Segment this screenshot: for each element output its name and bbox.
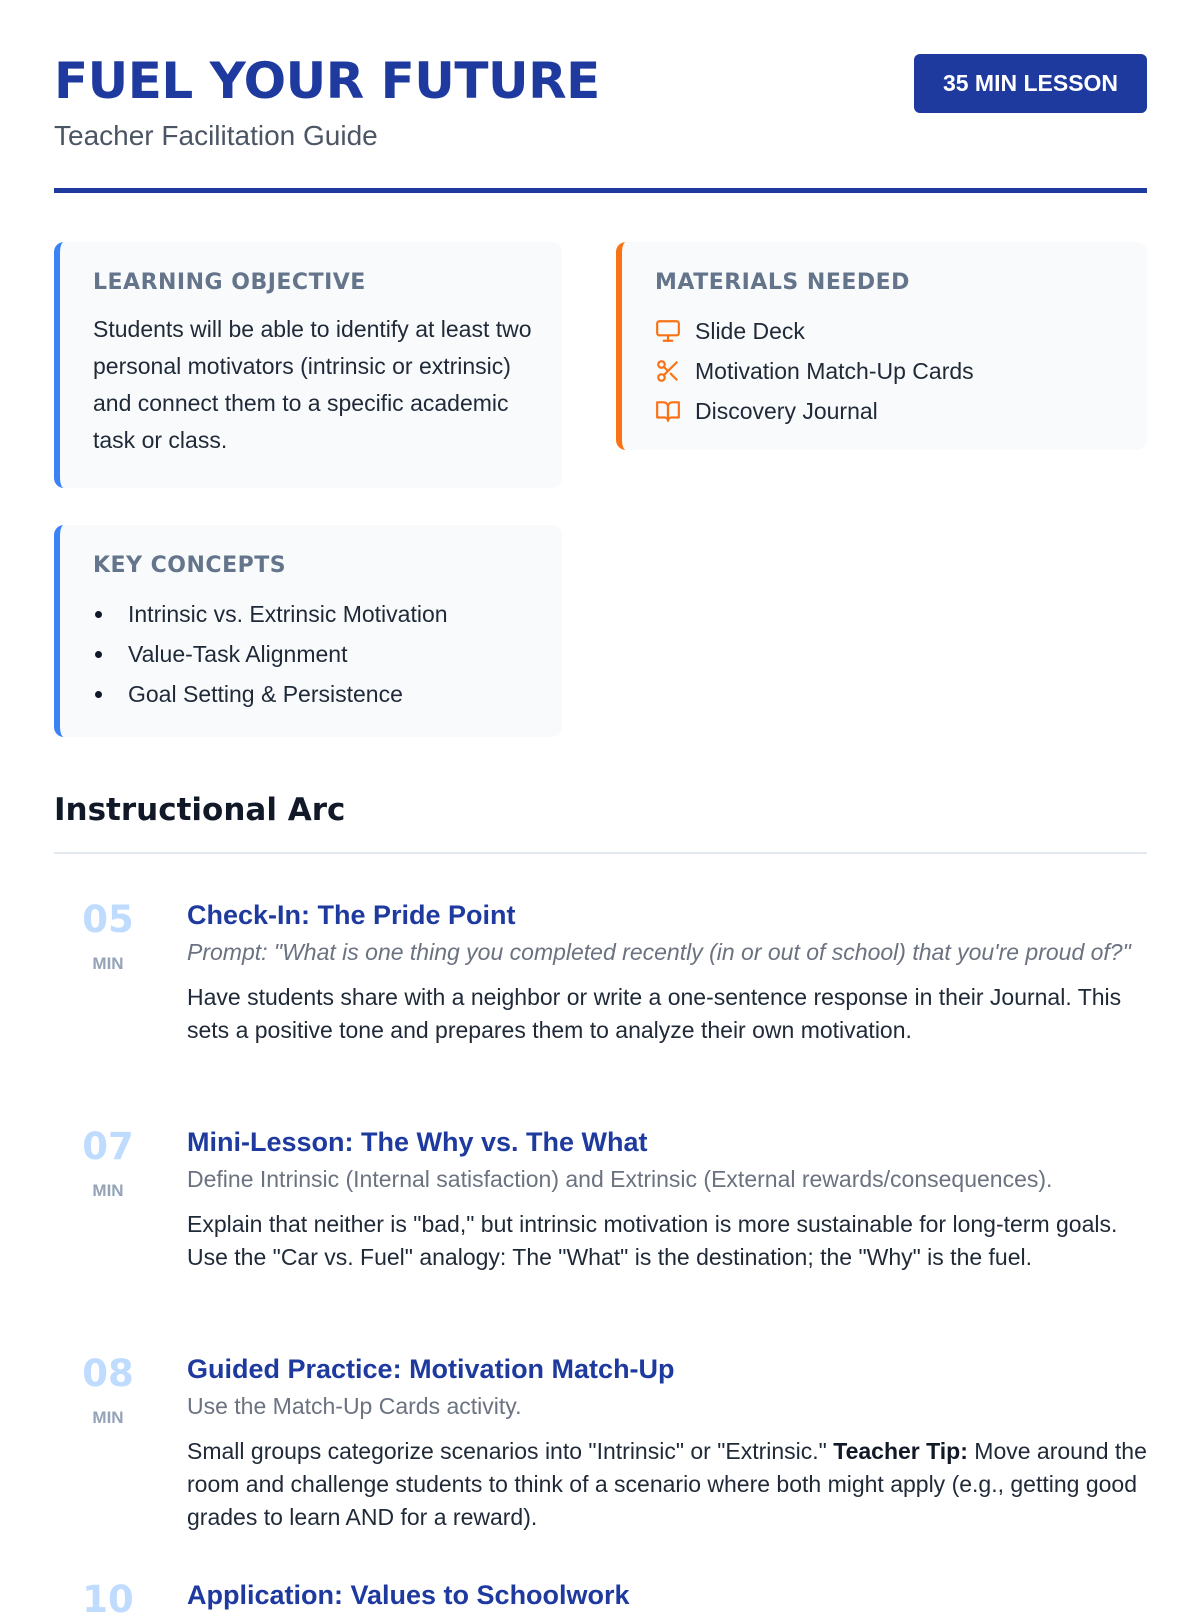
learning-objective-heading: LEARNING OBJECTIVE bbox=[93, 270, 366, 295]
material-label: Slide Deck bbox=[695, 317, 805, 344]
bullet-icon bbox=[95, 651, 102, 658]
bullet-icon bbox=[95, 611, 102, 618]
step-title: Check-In: The Pride Point bbox=[187, 900, 516, 930]
material-label: Motivation Match-Up Cards bbox=[695, 357, 974, 384]
step-title: Mini-Lesson: The Why vs. The What bbox=[187, 1127, 648, 1157]
step-unit: MIN bbox=[92, 1181, 124, 1200]
materials-list bbox=[655, 311, 1117, 431]
materials-heading: MATERIALS NEEDED bbox=[655, 270, 910, 295]
step-description-text: Move around the room and challenge students to think of a scenario where both might apply (e.g., getting good grades to learn AND for a reward). bbox=[187, 1438, 1147, 1530]
step-body bbox=[187, 1352, 1147, 1534]
concept-label: Intrinsic vs. Extrinsic Motivation bbox=[128, 600, 448, 627]
step-body bbox=[187, 1125, 1147, 1274]
step-title: Application: Values to Schoolwork bbox=[187, 1580, 630, 1610]
step-minutes: 10 bbox=[82, 1578, 134, 1621]
header-divider bbox=[54, 188, 1147, 193]
concept-item bbox=[93, 594, 532, 634]
scissors-icon bbox=[655, 358, 681, 384]
step-prompt: Use the Match-Up Cards activity. bbox=[187, 1393, 522, 1419]
material-item bbox=[655, 351, 1117, 391]
duration-badge: 35 MIN LESSON bbox=[914, 54, 1147, 113]
instructional-arc-heading: Instructional Arc bbox=[54, 792, 346, 828]
page-title: FUEL YOUR FUTURE bbox=[54, 52, 600, 110]
key-concepts-list bbox=[93, 594, 532, 714]
step-minutes: 08 bbox=[82, 1352, 134, 1395]
step-title: Guided Practice: Motivation Match-Up bbox=[187, 1354, 675, 1384]
presentation-icon bbox=[655, 318, 681, 344]
book-open-icon bbox=[655, 398, 681, 424]
material-item bbox=[655, 311, 1117, 351]
step-minutes: 07 bbox=[82, 1125, 134, 1168]
page-header bbox=[54, 0, 1147, 195]
learning-objective-text: Students will be able to identify at least two personal motivators (intrinsic or extrinsic) and connect them to a specific academic task or class. bbox=[93, 316, 532, 453]
step-minutes: 05 bbox=[82, 898, 134, 941]
step-unit: MIN bbox=[92, 954, 124, 973]
learning-objective-card bbox=[54, 242, 562, 488]
step-description bbox=[187, 1435, 1147, 1534]
step-description-text: Small groups categorize scenarios into "Intrinsic" or "Extrinsic." bbox=[187, 1438, 834, 1464]
step-prompt: Prompt: "What is one thing you completed recently (in or out of school) that you're proud of?" bbox=[187, 939, 1131, 965]
teacher-tip-label: Teacher Tip: bbox=[833, 1438, 968, 1464]
concept-label: Goal Setting & Persistence bbox=[128, 680, 403, 707]
section-divider bbox=[54, 852, 1147, 854]
key-concepts-card bbox=[54, 525, 562, 737]
step-body bbox=[187, 898, 1147, 1047]
key-concepts-heading: KEY CONCEPTS bbox=[93, 553, 287, 578]
page-subtitle: Teacher Facilitation Guide bbox=[54, 120, 378, 151]
bullet-icon bbox=[95, 691, 102, 698]
step-unit: MIN bbox=[92, 1408, 124, 1427]
step-prompt: Define Intrinsic (Internal satisfaction) and Extrinsic (External rewards/consequences). bbox=[187, 1166, 1053, 1192]
concept-item bbox=[93, 634, 532, 674]
concept-label: Value-Task Alignment bbox=[128, 640, 348, 667]
materials-card bbox=[616, 242, 1147, 450]
material-label: Discovery Journal bbox=[695, 397, 878, 424]
step-description: Have students share with a neighbor or write a one-sentence response in their Journal. This sets a positive tone and prepares them to analyze their own motivation. bbox=[187, 984, 1122, 1043]
lesson-guide bbox=[54, 0, 1147, 1621]
material-item bbox=[655, 391, 1117, 431]
step-description: Explain that neither is "bad," but intrinsic motivation is more sustainable for long-term goals. Use the "Car vs. Fuel" analogy: The "What" is the destination; the "Why" is the fuel. bbox=[187, 1211, 1118, 1270]
step-body bbox=[187, 1578, 1147, 1612]
concept-item bbox=[93, 674, 532, 714]
